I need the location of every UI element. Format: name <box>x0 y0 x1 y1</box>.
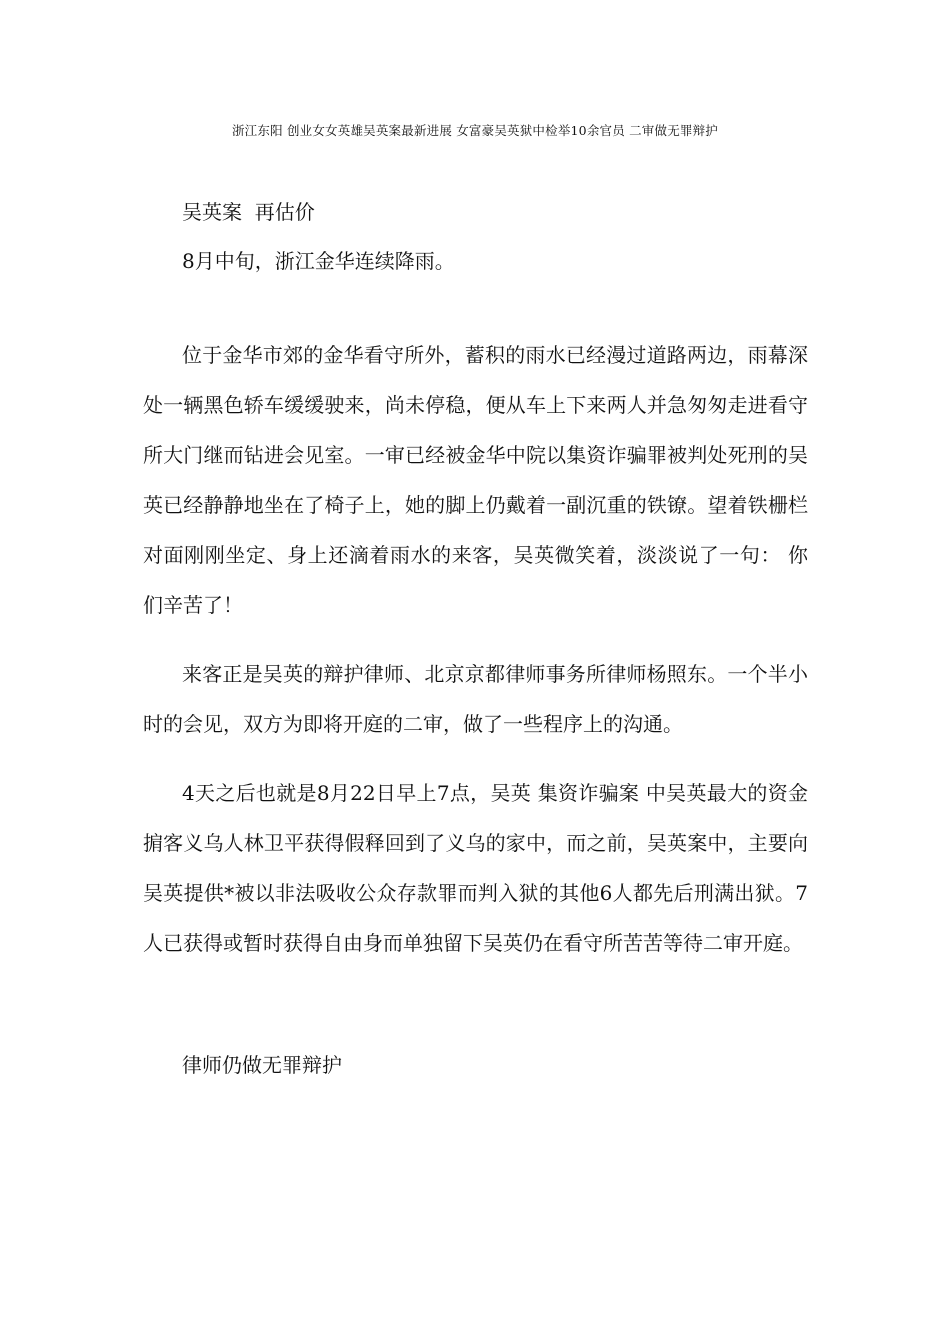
paragraph-subheading-innocence-defense: 律师仍做无罪辩护 <box>182 1053 342 1077</box>
paragraph-date-weather: 8月中旬，浙江金华连续降雨。 <box>182 249 455 273</box>
paragraph-defense-lawyer: 来客正是吴英的辩护律师、北京京都律师事务所律师杨照东。一个半小时的会见，双方为即将开庭的二审，做了一些程序上的沟通。 <box>143 662 808 736</box>
document-header-title: 浙江东阳 创业女女英雄吴英案最新进展 女富豪吴英狱中检举10余官员 二审做无罪辩护 <box>231 123 719 138</box>
paragraph-release-others: 4天之后也就是8月22日早上7点，吴英 集资诈骗案 中吴英最大的资金掮客义乌人林卫平获得假释回到了义乌的家中，而之前，吴英案中，主要向吴英提供*被以非法吸收公众存款罪而判入狱的其他6人都先后刑满出狱。7人已获得或暂时获得自由身而单独留下吴英仍在看守所苦苦等待二审开庭。 <box>143 781 808 955</box>
section-heading: 吴英案 再估价 <box>182 200 315 224</box>
paragraph-detention-visit: 位于金华市郊的金华看守所外，蓄积的雨水已经漫过道路两边，雨幕深处一辆黑色轿车缓缓驶来，尚未停稳，便从车上下来两人并急匆匆走进看守所大门继而钻进会见室。一审已经被金华中院以集资诈骗罪被判处死刑的吴英已经静静地坐在了椅子上，她的脚上仍戴着一副沉重的铁镣。望着铁栅栏对面刚刚坐定、身上还滴着雨水的来客，吴英微笑着，淡淡说了一句： 你们辛苦了！ <box>143 343 808 617</box>
